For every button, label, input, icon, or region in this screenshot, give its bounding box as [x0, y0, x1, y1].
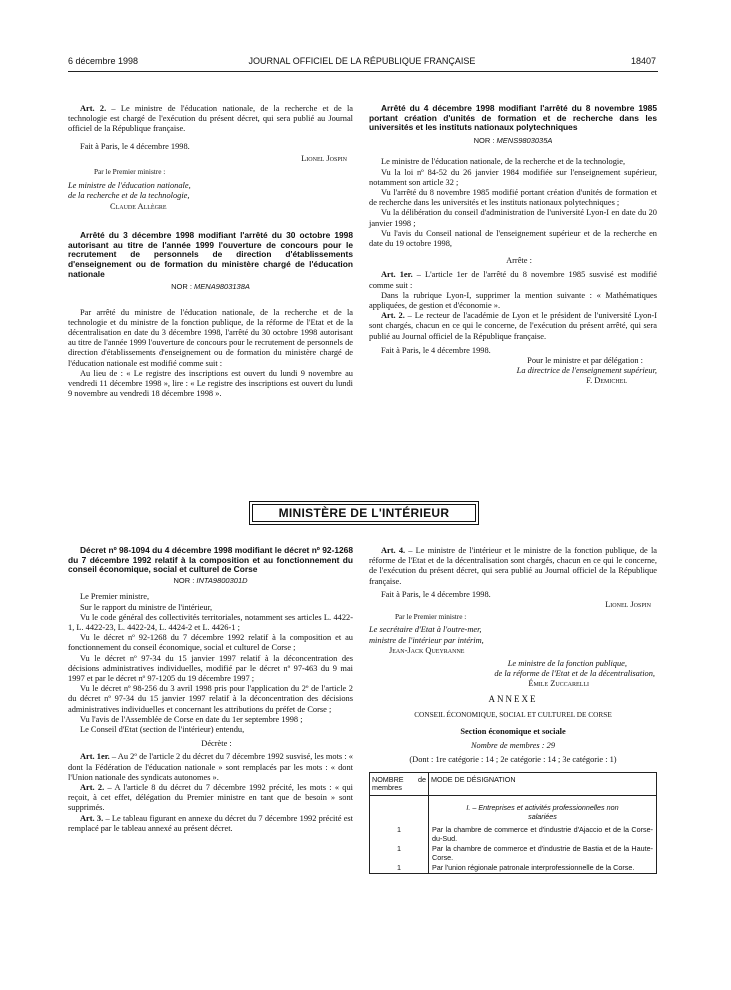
signatory: Lionel Jospin	[301, 153, 347, 163]
ministry-heading: MINISTÈRE DE L'INTÉRIEUR	[252, 504, 476, 522]
annexe-categories: (Dont : 1re catégorie : 14 ; 2e catégorie : 14 ; 3e catégorie : 1)	[409, 755, 617, 765]
decrete-label: Décrète :	[201, 739, 232, 749]
annexe-section: Section économique et sociale	[460, 727, 566, 737]
table-row	[370, 796, 657, 825]
column-header: MODE DE DÉSIGNATION	[429, 772, 657, 796]
visa-line: Vu le code général des collectivités territoriales, notamment ses articles L. 4422-1, L. 4422-23, L. 4422-24, L. 4424-2 et L. 4426-1 ;	[68, 612, 353, 632]
annexe-table	[369, 772, 657, 875]
table-row	[370, 825, 657, 844]
visa-line: Vu la délibération du conseil d'administration de l'université Lyon-I en date du 20 janvier 1998 ;	[369, 208, 657, 228]
arrete-8nov-title: Arrêté du 4 décembre 1998 modifiant l'arrêté du 8 novembre 1985 portant création d'unités de formation et de recherche dans les universités et les instituts nationaux polytechniques	[369, 103, 657, 133]
signatory: F. Demichel	[586, 376, 627, 386]
table-header-row	[370, 772, 657, 796]
bottom-left-column	[68, 546, 353, 834]
table-row	[370, 863, 657, 874]
visa-line: Sur le rapport du ministre de l'intérieur,	[80, 602, 213, 612]
table-row	[370, 844, 657, 863]
secretaire-title-line2: ministre de l'intérieur par intérim,	[369, 635, 484, 645]
visa-line: Vu le décret nº 97-34 du 15 janvier 1997 relatif à la déconcentration des décisions administratives individuelles, modifié par le décret nº 97-463 du 9 mai 1997 et par le décret nº 97-1205 du 19 décembre 1997 ;	[68, 653, 353, 683]
visa-line: Vu le décret nº 98-256 du 3 avril 1998 pris pour l'application du 2º de l'article 2 du décret nº 97-34 du 15 janvier 1997 relatif à la déconcentration des décisions administratives individuelles et concernant les attributions du préfet de Corse ;	[68, 684, 353, 714]
decret-art3: Art. 3. – Le tableau figurant en annexe du décret du 7 décembre 1992 précité est remplacé par le tableau annexé au présent décret.	[68, 813, 353, 833]
header-rule	[68, 71, 658, 72]
delegation-line: Pour le ministre et par délégation :	[527, 355, 643, 365]
secretaire-title-line1: Le secrétaire d'Etat à l'outre-mer,	[369, 625, 482, 635]
art-label: Art. 2.	[381, 311, 405, 321]
visa-line: Le Conseil d'Etat (section de l'intérieur) entendu,	[80, 724, 245, 734]
annexe-heading: ANNEXE	[488, 693, 538, 704]
top-right-column	[369, 104, 657, 387]
visa-line: Vu l'arrêté du 8 novembre 1985 modifié portant création d'unités de formation et de recherche dans les universités et les instituts nationaux polytechniques ;	[369, 187, 657, 208]
annexe-subtitle: CONSEIL ÉCONOMIQUE, SOCIAL ET CULTUREL DE CORSE	[414, 709, 612, 719]
arrete-30oct-title: Arrêté du 3 décembre 1998 modifiant l'arrêté du 30 octobre 1998 autorisant au titre de l'année 1999 l'ouverture de concours pour le recrutement de personnels de direction d'établissements d'enseignement ou de formation du ministère chargé de l'éducation nationale	[68, 229, 353, 279]
visa-line: Le Premier ministre,	[80, 592, 150, 602]
par-premier-ministre: Par le Premier ministre :	[94, 167, 166, 177]
arrete-30oct-para1: Par arrêté du ministre de l'éducation nationale, de la recherche et de la technologie et du ministre de la fonction publique, de la réforme de l'Etat et de la décentralisation en date du 3 décembre 1998, l'arrêté du 30 octobre 1998 autorisant au titre de l'année 1999 l'ouverture de concours pour le recrutement de personnels de direction d'établissements d'enseignement ou de formation du ministère chargé de l'éducation nationale est modifié comme suit :	[68, 307, 353, 368]
signatory: Lionel Jospin	[605, 600, 651, 610]
annexe-members-count: Nombre de membres : 29	[470, 741, 556, 751]
nor-reference: NOR : MENA9803138A	[171, 282, 250, 292]
fait-a-paris: Fait à Paris, le 4 décembre 1998.	[80, 141, 190, 151]
art-label: Art. 3.	[80, 813, 104, 823]
art-label: Art. 1er.	[381, 270, 413, 280]
minister-name: Claude Allègre	[110, 201, 167, 211]
visa-line: Le ministre de l'éducation nationale, de la recherche et de la technologie,	[381, 157, 626, 167]
nor-reference: NOR : INTA9800301D	[173, 576, 248, 586]
visa-line: Vu l'avis de l'Assemblée de Corse en date du 1er septembre 1998 ;	[80, 714, 303, 724]
member-count-cell: 1	[370, 825, 429, 844]
visa-line: Vu la loi nº 84-52 du 26 janvier 1984 modifiée sur l'enseignement supérieur, notamment son article 32 ;	[369, 167, 657, 187]
ministry-heading-box	[249, 501, 479, 525]
decret-art4: Art. 4. – Le ministre de l'intérieur et le ministre de la fonction publique, de la réforme de l'Etat et de la décentralisation sont chargés, chacun en ce qui le concerne, de l'exécution du présent décret, qui sera publié au Journal officiel de la République française.	[369, 546, 657, 586]
designation-cell: Par la chambre de commerce et d'industrie de Bastia et de la Haute-Corse.	[429, 844, 657, 863]
decret-art1: Art. 1er. – Au 2º de l'article 2 du décret du 7 décembre 1992 susvisé, les mots : « dont la Fédération de l'éducation nationale » sont remplacés par les mots : « dont l'Union nationale des syndicats autonomes ».	[68, 752, 353, 782]
visa-line: Vu le décret nº 92-1268 du 7 décembre 1992 relatif à la composition et au fonctionnement du conseil économique, social et culturel de Corse ;	[68, 633, 353, 653]
art-label: Art. 1er.	[80, 752, 110, 762]
header-date: 6 décembre 1998	[68, 56, 139, 66]
member-count-cell: 1	[370, 863, 429, 874]
arrete-8nov-art1: Art. 1er. – L'article 1er de l'arrêté du 8 novembre 1985 susvisé est modifié comme suit :	[369, 270, 658, 290]
fait-a-paris: Fait à Paris, le 4 décembre 1998.	[381, 589, 491, 599]
fp-minister-name: Émile Zuccarelli	[528, 679, 589, 689]
fp-minister-title-line2: de la réforme de l'Etat et de la décentralisation,	[494, 669, 655, 679]
running-header	[68, 56, 656, 70]
minister-title-line1: Le ministre de l'éducation nationale,	[68, 181, 191, 191]
arrete-label: Arrête :	[506, 256, 532, 266]
par-premier-ministre: Par le Premier ministre :	[395, 612, 467, 622]
header-page-number: 18407	[630, 56, 656, 66]
member-count-cell: 1	[370, 844, 429, 863]
minister-title-line2: de la recherche et de la technologie,	[68, 191, 190, 201]
nor-reference: NOR : MENS9803035A	[473, 136, 553, 146]
visa-line: Vu l'avis du Conseil national de l'enseignement supérieur et de la recherche en date du 19 octobre 1998,	[369, 228, 657, 248]
arrete-30oct-para2: Au lieu de : « Le registre des inscriptions est ouvert du lundi 9 novembre au vendredi 11 décembre 1998 », lire : « Le registre des inscriptions est ouvert du lundi 9 novembre au vendredi 18 décembre 1998 ».	[68, 368, 353, 399]
art-label: Art. 4.	[381, 546, 406, 555]
fait-a-paris: Fait à Paris, le 4 décembre 1998.	[381, 345, 491, 355]
decret-art2-paragraph: Art. 2. – Le ministre de l'éducation nationale, de la recherche et de la technologie est chargé de l'exécution du présent décret, qui sera publié au Journal officiel de la République française.	[68, 104, 353, 134]
category-heading: I. – Entreprises et activités professionnelles non salariées	[429, 796, 657, 825]
art-label: Art. 2.	[80, 782, 105, 792]
arrete-8nov-art2: Art. 2. – Le recteur de l'académie de Lyon et le président de l'université Lyon-I sont chargés, chacun en ce qui le concerne, de l'exécution du présent arrêté, qui sera publié au Journal officiel de la République française.	[369, 311, 657, 341]
header-journal-title: JOURNAL OFFICIEL DE LA RÉPUBLIQUE FRANÇAISE	[248, 56, 476, 66]
arrete-8nov-art1-detail: Dans la rubrique Lyon-I, supprimer la mention suivante : « Mathématiques appliquées, de gestion et d'économie ».	[369, 290, 657, 310]
top-left-column	[68, 104, 353, 399]
decret-title: Décret nº 98-1094 du 4 décembre 1998 modifiant le décret nº 92-1268 du 7 décembre 1992 relatif à la composition et au fonctionnement du conseil économique, social et culturel de Corse	[68, 545, 353, 575]
designation-cell: Par l'union régionale patronale interprofessionnelle de la Corse.	[429, 863, 657, 874]
bottom-right-column	[369, 546, 657, 874]
decret-art2: Art. 2. – A l'article 8 du décret du 7 décembre 1992 précité, les mots : « qui reçoit, à cet effet, délégation du Premier ministre en tant que de besoin » sont supprimés.	[68, 782, 353, 813]
art-label: Art. 2.	[80, 104, 107, 113]
fp-minister-title-line1: Le ministre de la fonction publique,	[507, 659, 627, 669]
column-header: NOMBRE de membres	[370, 772, 429, 796]
secretaire-name: Jean-Jack Queyranne	[389, 645, 465, 655]
directrice-title: La directrice de l'enseignement supérieur,	[516, 366, 657, 376]
designation-cell: Par la chambre de commerce et d'industrie d'Ajaccio et de la Corse-du-Sud.	[429, 825, 657, 844]
